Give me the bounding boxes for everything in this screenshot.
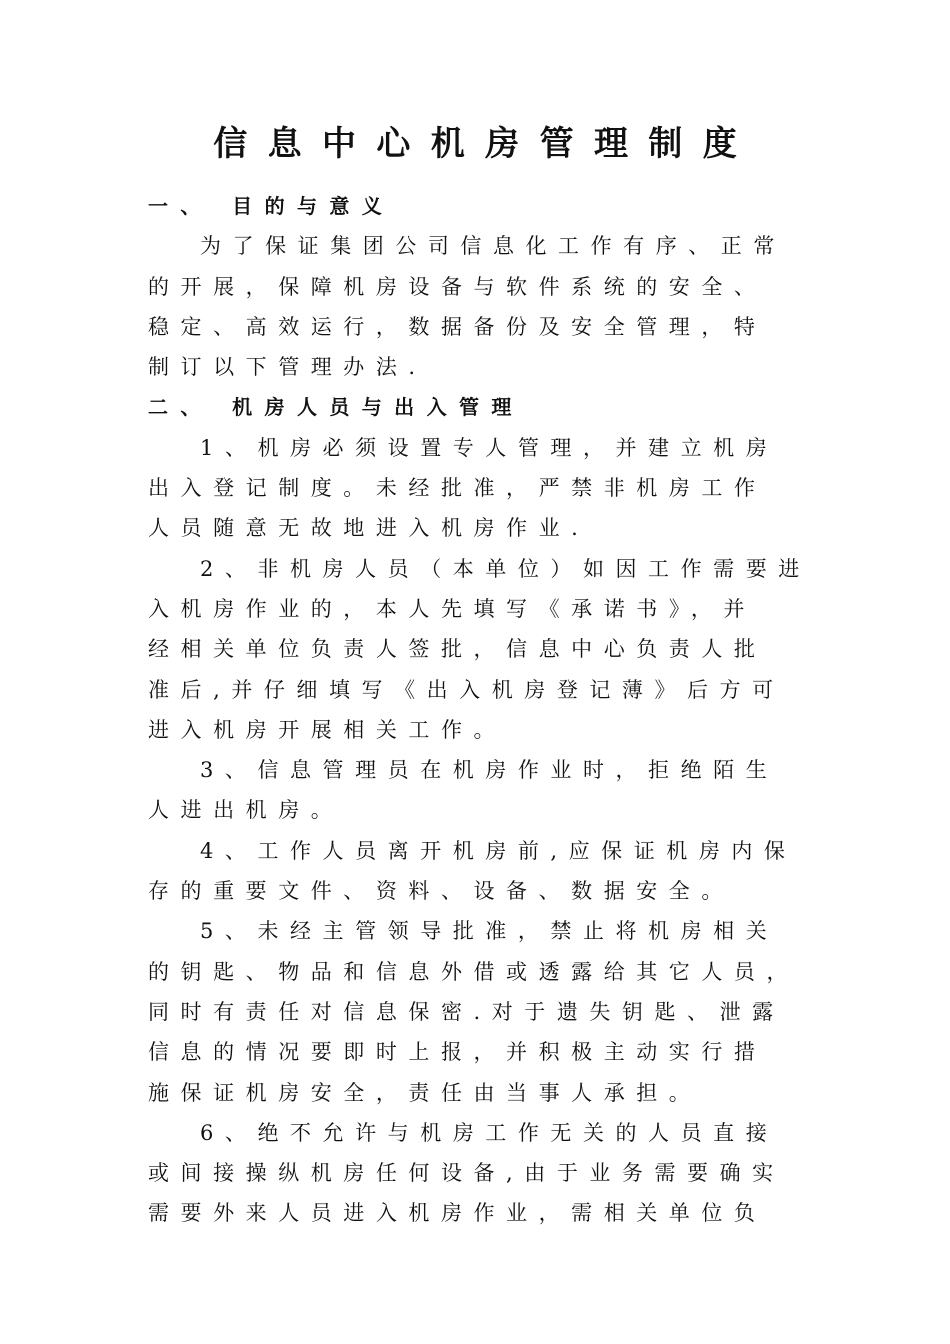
paragraph-line: 或间接操纵机房任何设备,由于业务需要确实 (148, 1161, 785, 1186)
paragraph-line: 6、绝不允许与机房工作无关的人员直接 (200, 1120, 779, 1145)
paragraph-line: 1、机房必须设置专人管理，并建立机房 (200, 435, 779, 460)
paragraph-line: 2、非机房人员（本单位）如因工作需要进 (200, 556, 811, 581)
paragraph-line: 准后,并仔细填写《出入机房登记薄》后方可 (148, 677, 785, 702)
paragraph-line: 人进出机房。 (148, 798, 344, 823)
section-heading-personnel: 二、 机房人员与出入管理 (148, 395, 524, 420)
paragraph-line: 5、未经主管领导批准，禁止将机房相关 (200, 919, 779, 944)
paragraph-line: 存的重要文件、资料、设备、数据安全。 (148, 879, 734, 904)
document-title: 信息中心机房管理制度 (213, 124, 758, 164)
paragraph-line: 4、工作人员离开机房前,应保证机房内保 (200, 838, 797, 863)
paragraph-line: 制订以下管理办法. (148, 355, 427, 380)
document-body (148, 186, 811, 1234)
paragraph-line: 的开展，保障机房设备与软件系统的安全、 (148, 274, 767, 299)
paragraph-line: 稳定、高效运行，数据备份及安全管理，特 (148, 314, 767, 339)
paragraph-line: 为了保证集团公司信息化工作有序、正常 (200, 234, 786, 259)
paragraph-line: 人员随意无故地进入机房作业. (148, 516, 590, 541)
section-heading-purpose: 一、 目的与意义 (148, 194, 395, 218)
paragraph-line: 施保证机房安全，责任由当事人承担。 (148, 1080, 702, 1105)
paragraph-line: 3、信息管理员在机房作业时，拒绝陌生 (200, 758, 779, 783)
paragraph-line: 同时有责任对信息保密.对于遗失钥匙、泄露 (148, 999, 785, 1024)
paragraph-line: 的钥匙、物品和信息外借或透露给其它人员， (148, 959, 799, 984)
paragraph-line: 进入机房开展相关工作。 (148, 717, 507, 742)
paragraph-line: 经相关单位负责人签批，信息中心负责人批 (148, 637, 767, 662)
paragraph-line: 信息的情况要即时上报，并积极主动实行措 (148, 1040, 767, 1065)
paragraph-line: 出入登记制度。未经批准，严禁非机房工作 (148, 476, 767, 501)
paragraph-line: 入机房作业的，本人先填写《承诺书》，并 (148, 596, 756, 621)
paragraph-line: 需要外来人员进入机房作业，需相关单位负 (148, 1201, 767, 1226)
